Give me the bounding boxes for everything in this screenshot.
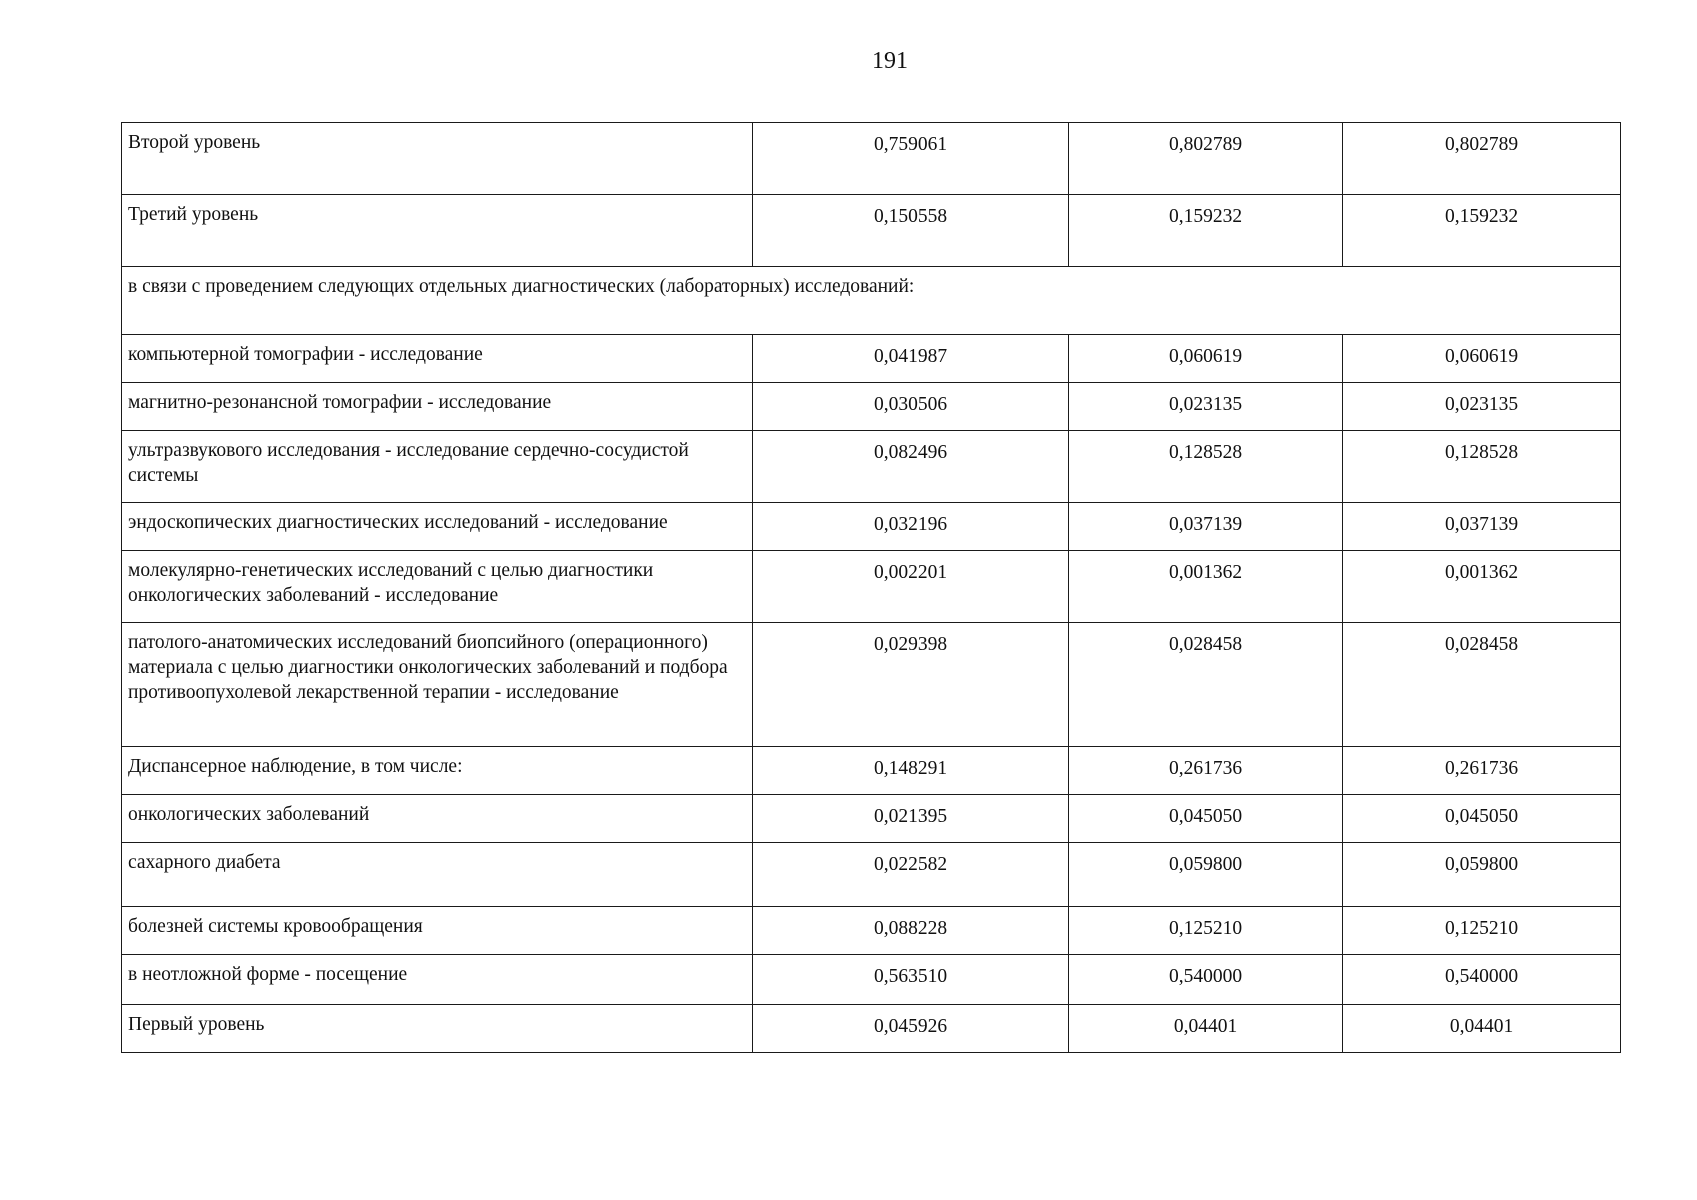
value-cell-1: 0,032196 [753,503,1069,551]
row-label-cell: магнитно-резонансной томографии - исследование [122,383,753,431]
value-cell-2: 0,060619 [1069,335,1343,383]
value-cell-1: 0,030506 [753,383,1069,431]
value-cell-2: 0,028458 [1069,623,1343,747]
value-cell-2: 0,802789 [1069,123,1343,195]
table-body [122,123,1621,1053]
row-label-cell: молекулярно-генетических исследований с целью диагностики онкологических заболеваний - исследование [122,551,753,623]
data-table [121,122,1621,1053]
table-row [122,431,1621,503]
value-cell-1: 0,022582 [753,843,1069,907]
value-cell-2: 0,023135 [1069,383,1343,431]
value-cell-2: 0,037139 [1069,503,1343,551]
value-cell-3: 0,060619 [1343,335,1621,383]
row-label-cell: болезней системы кровообращения [122,907,753,955]
value-cell-2: 0,159232 [1069,195,1343,267]
row-label-cell: Диспансерное наблюдение, в том числе: [122,747,753,795]
row-label-cell: патолого-анатомических исследований биопсийного (операционного) материала с целью диагностики онкологических заболеваний и подбора противоопухолевой лекарственной терапии - исследование [122,623,753,747]
value-cell-2: 0,125210 [1069,907,1343,955]
table-row [122,335,1621,383]
table-row [122,955,1621,1005]
value-cell-1: 0,088228 [753,907,1069,955]
row-label-cell: ультразвукового исследования - исследование сердечно-сосудистой системы [122,431,753,503]
value-cell-2: 0,540000 [1069,955,1343,1005]
table-row [122,1005,1621,1053]
value-cell-3: 0,802789 [1343,123,1621,195]
value-cell-3: 0,028458 [1343,623,1621,747]
table-row [122,503,1621,551]
table-row [122,843,1621,907]
value-cell-1: 0,150558 [753,195,1069,267]
table-row [122,907,1621,955]
value-cell-1: 0,082496 [753,431,1069,503]
value-cell-3: 0,059800 [1343,843,1621,907]
row-label-cell: Первый уровень [122,1005,753,1053]
row-label-cell: онкологических заболеваний [122,795,753,843]
value-cell-3: 0,037139 [1343,503,1621,551]
table-row [122,383,1621,431]
section-caption-cell: в связи с проведением следующих отдельных диагностических (лабораторных) исследований: [122,267,1621,335]
value-cell-1: 0,759061 [753,123,1069,195]
value-cell-3: 0,261736 [1343,747,1621,795]
value-cell-1: 0,021395 [753,795,1069,843]
row-label-cell: Второй уровень [122,123,753,195]
table-row [122,551,1621,623]
table-row [122,623,1621,747]
value-cell-1: 0,563510 [753,955,1069,1005]
value-cell-1: 0,041987 [753,335,1069,383]
value-cell-3: 0,128528 [1343,431,1621,503]
value-cell-3: 0,125210 [1343,907,1621,955]
table-row [122,195,1621,267]
page-number: 191 [872,48,908,74]
table-row [122,795,1621,843]
value-cell-2: 0,045050 [1069,795,1343,843]
value-cell-2: 0,001362 [1069,551,1343,623]
value-cell-1: 0,002201 [753,551,1069,623]
table-row [122,267,1621,335]
value-cell-3: 0,04401 [1343,1005,1621,1053]
value-cell-1: 0,148291 [753,747,1069,795]
row-label-cell: в неотложной форме - посещение [122,955,753,1005]
value-cell-3: 0,023135 [1343,383,1621,431]
value-cell-2: 0,128528 [1069,431,1343,503]
value-cell-3: 0,159232 [1343,195,1621,267]
table-row [122,123,1621,195]
value-cell-1: 0,029398 [753,623,1069,747]
value-cell-1: 0,045926 [753,1005,1069,1053]
value-cell-2: 0,059800 [1069,843,1343,907]
value-cell-2: 0,261736 [1069,747,1343,795]
row-label-cell: Третий уровень [122,195,753,267]
row-label-cell: эндоскопических диагностических исследований - исследование [122,503,753,551]
value-cell-3: 0,045050 [1343,795,1621,843]
row-label-cell: сахарного диабета [122,843,753,907]
row-label-cell: компьютерной томографии - исследование [122,335,753,383]
value-cell-2: 0,04401 [1069,1005,1343,1053]
value-cell-3: 0,540000 [1343,955,1621,1005]
table-row [122,747,1621,795]
value-cell-3: 0,001362 [1343,551,1621,623]
